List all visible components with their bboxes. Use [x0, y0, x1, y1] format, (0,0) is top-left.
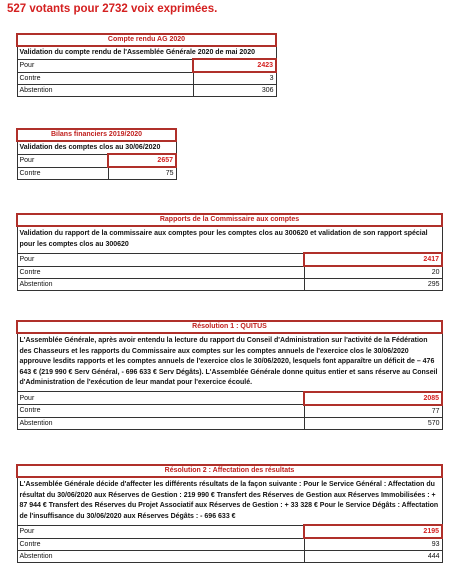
section-affectation: [16, 464, 443, 563]
contre-label: Contre: [17, 72, 193, 85]
contre-value: 75: [108, 167, 176, 180]
table-row: [17, 85, 276, 97]
section-compte-rendu: [16, 33, 277, 97]
table-row: [17, 266, 442, 279]
abstention-value: 570: [304, 417, 442, 429]
pour-value: 2417: [304, 253, 442, 266]
section-title: Résolution 2 : Affectation des résultats: [17, 465, 442, 477]
abstention-label: Abstention: [17, 551, 304, 563]
section-description: L'Assemblée Générale, après avoir entendu la lecture du rapport du Conseil d'Administration sur l'activité de la Fédération des Chasseurs et les rapports du Commissaire aux comptes sur les comptes annuels de l'exercice clos le 30/06/2020 approuve lesdits rapports et les comptes annuels de l'exercice clos le 30/06/2020, lesquels font apparaître un déficit de – 476 643 € (219 990 € Serv Général, - 696 633 € Serv Dégâts). L'Assemblée Générale donne quitus entier et sans réserve au Conseil d'Administration de l'exécution de leur mandat pour l'exercice écoulé.: [17, 333, 442, 392]
abstention-label: Abstention: [17, 85, 193, 97]
abstention-value: 444: [304, 551, 442, 563]
section-description: Validation des comptes clos au 30/06/2020: [17, 141, 176, 154]
abstention-value: 306: [193, 85, 276, 97]
table-row: [17, 154, 176, 167]
section-description: L'Assemblée Générale décide d'affecter les différents résultats de la façon suivante : Pour le Service Général : Affectation du résultat du 30/06/2020 aux Réserves de Gestion : 219 990 € Transfert des Réserves de Gestion aux Réserves Immobilisées : + 87 944 € Transfert des Réserves du Projet Associatif aux Réserves de Gestion : + 33 328 € Pour le Service Dégâts : Affectation de l'insuffisance du 30/06/2020 aux Réserves Dégâts : - 696 633 €: [17, 477, 442, 525]
section-title: Bilans financiers 2019/2020: [17, 129, 176, 141]
table-row: [17, 525, 442, 538]
pour-value: 2657: [108, 154, 176, 167]
table-row: [17, 72, 276, 85]
votes-headline: 527 votants pour 2732 voix exprimées.: [7, 3, 218, 15]
pour-label: Pour: [17, 59, 193, 72]
contre-value: 77: [304, 405, 442, 418]
pour-value: 2423: [193, 59, 276, 72]
pour-value: 2085: [304, 392, 442, 405]
contre-label: Contre: [17, 266, 304, 279]
section-bilans: [16, 128, 177, 180]
pour-label: Pour: [17, 392, 304, 405]
table-row: [17, 538, 442, 551]
table-row: [17, 551, 442, 563]
abstention-label: Abstention: [17, 279, 304, 291]
table-row: [17, 167, 176, 180]
table-row: [17, 59, 276, 72]
section-commissaire: [16, 213, 443, 291]
section-quitus: [16, 320, 443, 430]
pour-label: Pour: [17, 154, 108, 167]
contre-value: 3: [193, 72, 276, 85]
contre-label: Contre: [17, 167, 108, 180]
pour-label: Pour: [17, 253, 304, 266]
contre-label: Contre: [17, 405, 304, 418]
table-row: [17, 279, 442, 291]
contre-value: 93: [304, 538, 442, 551]
section-title: Compte rendu AG 2020: [17, 34, 276, 46]
table-row: [17, 417, 442, 429]
table-row: [17, 253, 442, 266]
contre-value: 20: [304, 266, 442, 279]
table-row: [17, 405, 442, 418]
section-description: Validation du compte rendu de l'Assemblée Générale 2020 de mai 2020: [17, 46, 276, 59]
section-title: Rapports de la Commissaire aux comptes: [17, 214, 442, 226]
contre-label: Contre: [17, 538, 304, 551]
pour-value: 2195: [304, 525, 442, 538]
section-description: Validation du rapport de la commissaire aux comptes pour les comptes clos au 300620 et validation de son rapport spécial pour les comptes clos au 300620: [17, 226, 442, 253]
abstention-label: Abstention: [17, 417, 304, 429]
pour-label: Pour: [17, 525, 304, 538]
abstention-value: 295: [304, 279, 442, 291]
table-row: [17, 392, 442, 405]
section-title: Résolution 1 : QUITUS: [17, 321, 442, 333]
